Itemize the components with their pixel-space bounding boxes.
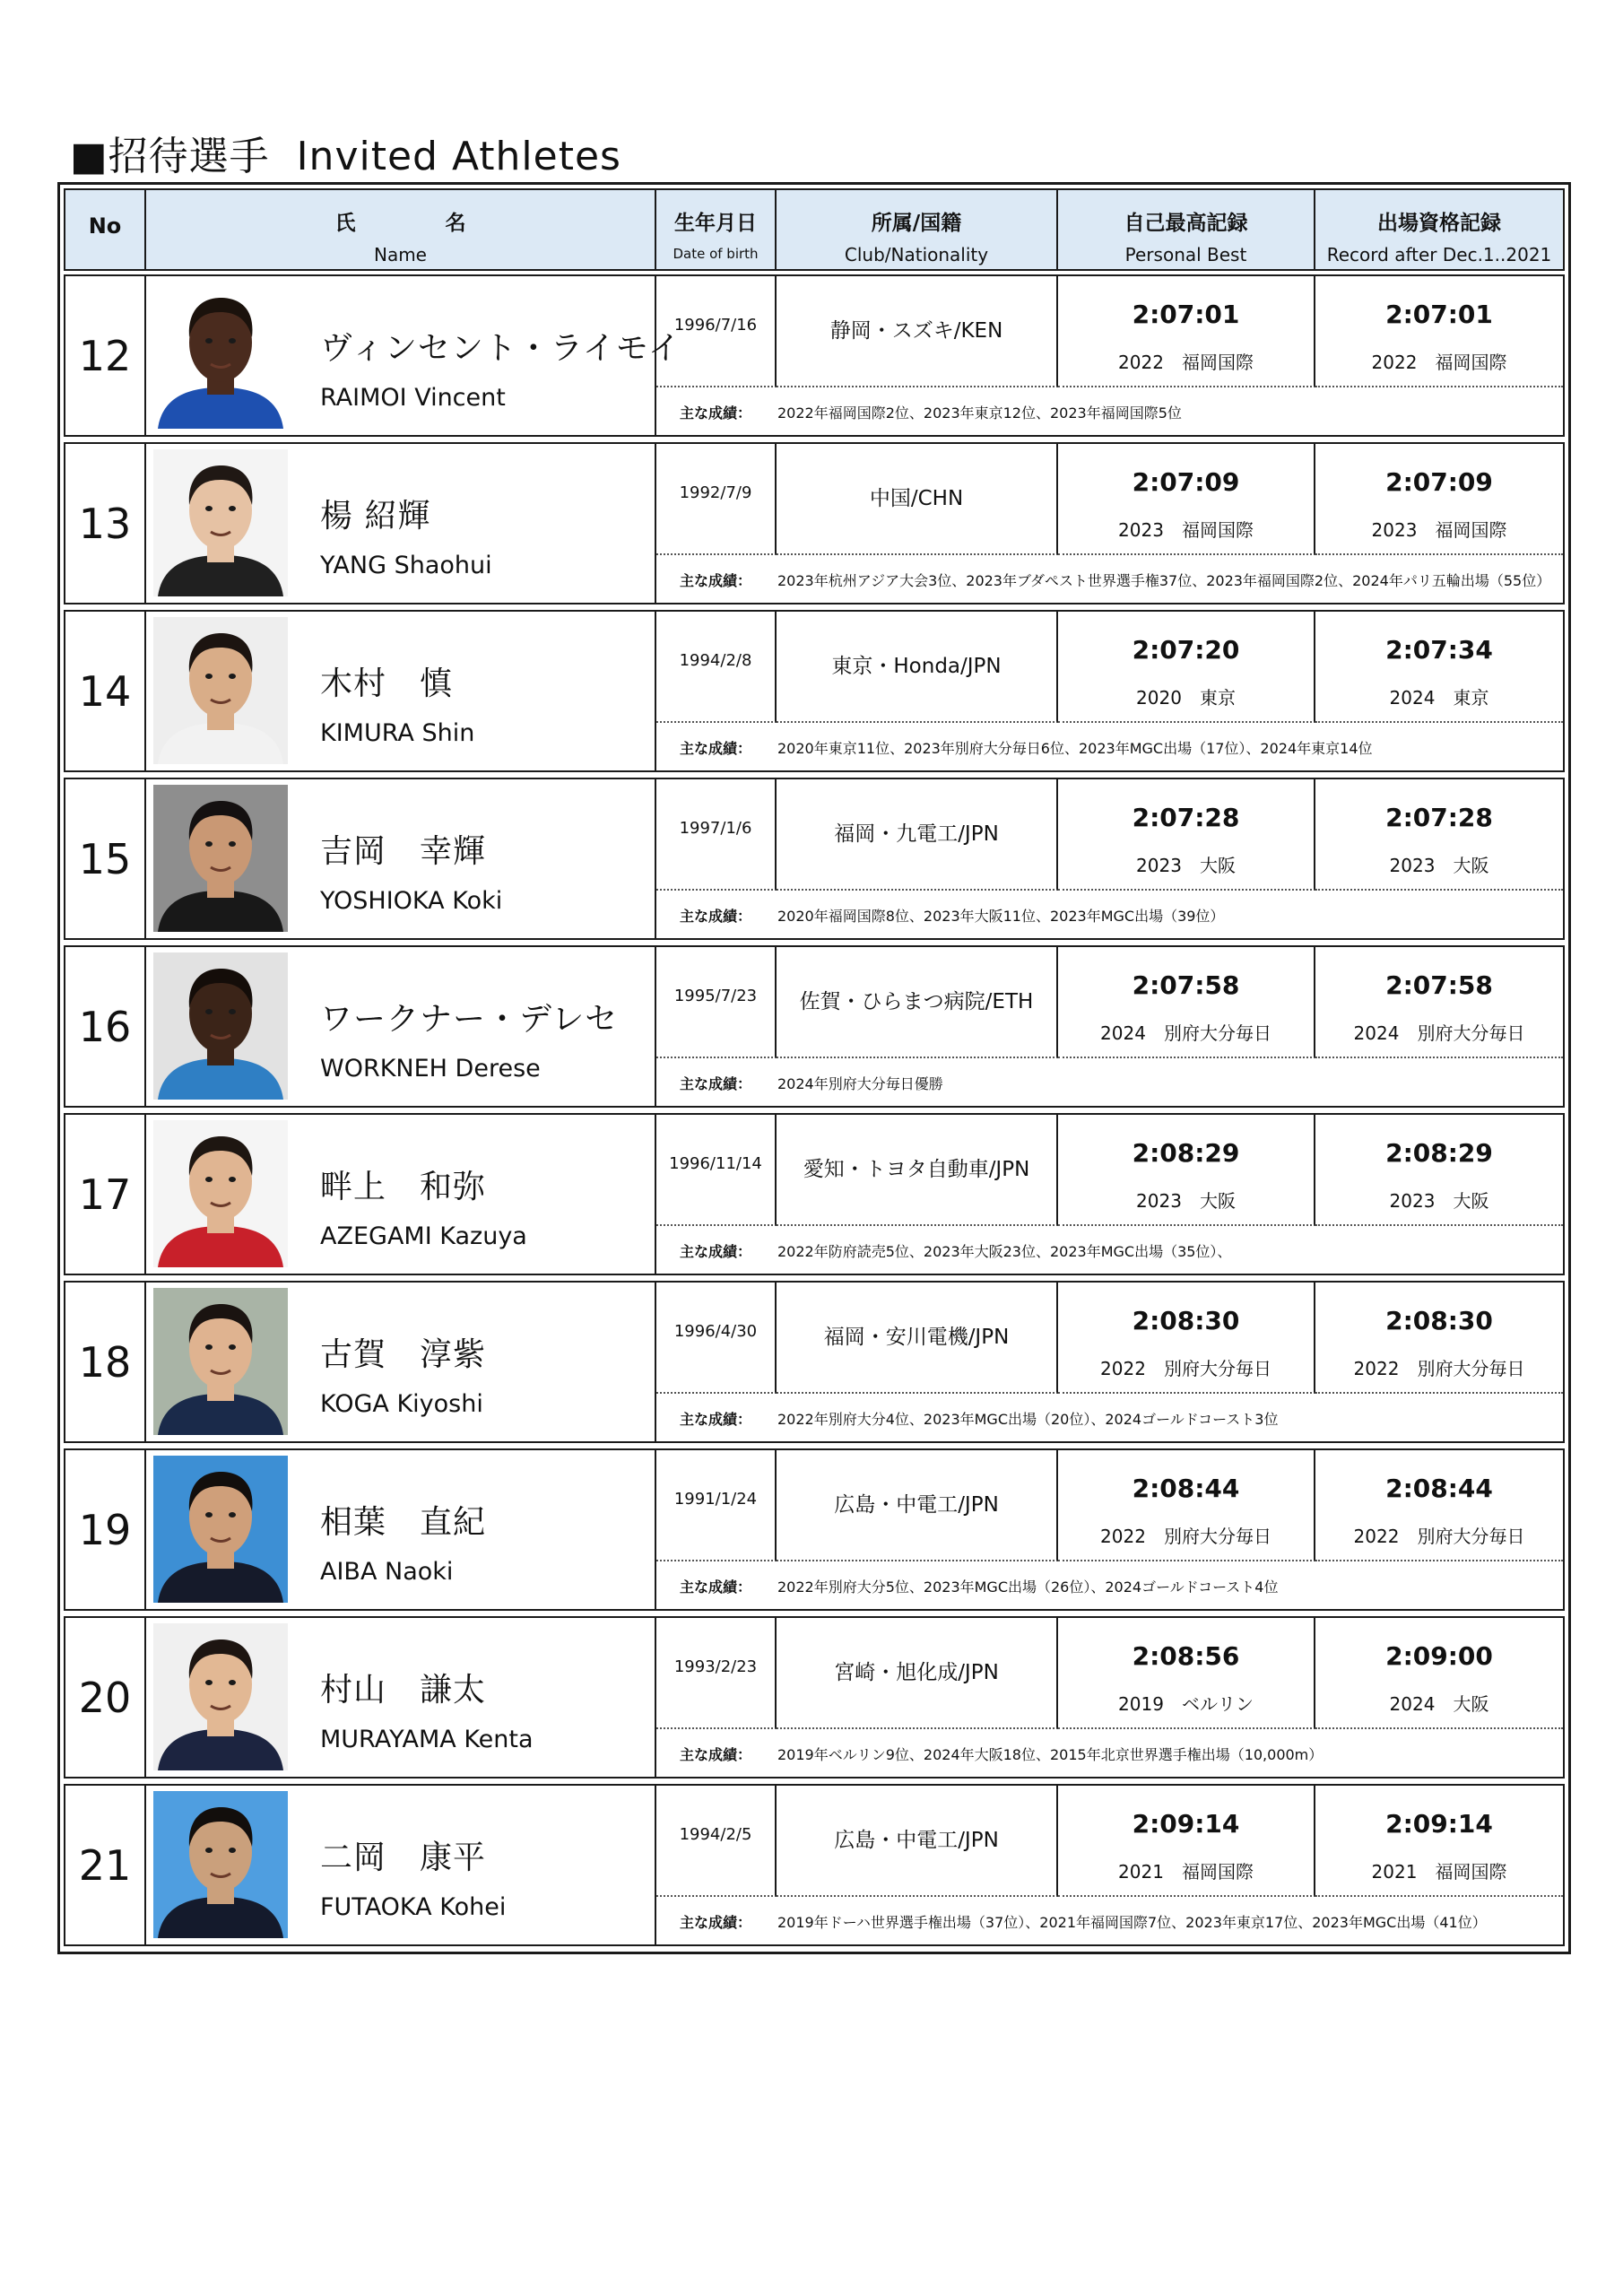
athlete-club: 愛知・トヨタ自動車/JPN [777, 1115, 1058, 1226]
pb-race: 2022 別府大分毎日 [1100, 1526, 1271, 1547]
athlete-name-en: YOSHIOKA Koki [320, 887, 503, 915]
personal-best [1058, 444, 1315, 555]
athlete-photo [153, 1791, 288, 1938]
athlete-number: 14 [65, 612, 146, 770]
athlete-club: 宮崎・旭化成/JPN [777, 1618, 1058, 1729]
athlete-name-jp: 木村 慎 [320, 665, 454, 702]
qual-time: 2:07:09 [1385, 467, 1493, 497]
athlete-name-en: YANG Shaohui [320, 552, 492, 579]
qualifying-record [1315, 1786, 1563, 1897]
athlete-name-cell [146, 1786, 656, 1944]
page-title-en: Invited Athletes [296, 134, 621, 179]
header-name-en: Name [373, 244, 427, 265]
achievements-label: 主な成績： [680, 740, 752, 757]
qual-race: 2024 東京 [1389, 687, 1489, 709]
athlete-photo [153, 617, 288, 764]
athlete-number: 12 [65, 276, 146, 435]
athlete-number: 17 [65, 1115, 146, 1274]
qual-time: 2:08:30 [1385, 1306, 1493, 1335]
header-pb-jp: 自己最高記録 [1124, 212, 1248, 235]
qual-time: 2:07:34 [1385, 635, 1493, 665]
athlete-dob: 1997/1/6 [656, 779, 777, 891]
achievements-label: 主な成績： [680, 404, 752, 422]
header-name-jp [146, 206, 655, 236]
athlete-name-cell [146, 444, 656, 603]
pb-time: 2:08:30 [1132, 1306, 1240, 1335]
pb-race: 2024 別府大分毎日 [1100, 1022, 1271, 1044]
achievements-text: 2020年東京11位、2023年別府大分毎日6位、2023年MGC出場（17位）、2024年東京14位 [777, 740, 1373, 757]
header-dob-jp: 生年月日 [674, 212, 757, 235]
athlete-name-cell [146, 1283, 656, 1441]
header-dob [656, 190, 777, 269]
qual-time: 2:09:14 [1385, 1809, 1493, 1839]
athlete-name-cell [146, 1450, 656, 1609]
achievements-label: 主な成績： [680, 1243, 752, 1260]
header-no [65, 190, 146, 269]
header-qual [1315, 190, 1563, 269]
achievements [656, 555, 1563, 603]
athlete-name-cell [146, 947, 656, 1106]
athlete-row [64, 945, 1565, 1108]
pb-race: 2023 福岡国際 [1118, 519, 1254, 541]
personal-best [1058, 947, 1315, 1058]
athlete-name-jp: 村山 謙太 [320, 1672, 487, 1709]
athlete-row [64, 1616, 1565, 1779]
athlete-photo [153, 1120, 288, 1267]
header-pb [1058, 190, 1315, 269]
athlete-club: 東京・Honda/JPN [777, 612, 1058, 723]
header-name-jp-1: 氏 [334, 212, 356, 235]
athlete-name-en: KOGA Kiyoshi [320, 1390, 483, 1418]
header-qual-en: Record after Dec.1..2021 [1326, 244, 1552, 265]
athlete-row [64, 610, 1565, 772]
qual-time: 2:07:28 [1385, 803, 1493, 832]
athlete-row [64, 1448, 1565, 1611]
header-no-label: No [88, 213, 122, 239]
athlete-dob: 1994/2/8 [656, 612, 777, 723]
pb-time: 2:09:14 [1132, 1809, 1240, 1839]
athlete-name-jp: 吉岡 幸輝 [320, 833, 487, 870]
qual-time: 2:08:44 [1385, 1474, 1493, 1503]
qualifying-record [1315, 1450, 1563, 1561]
athletes-table [57, 182, 1571, 1954]
athlete-dob: 1994/2/5 [656, 1786, 777, 1897]
athlete-number: 20 [65, 1618, 146, 1777]
achievements-label: 主な成績： [680, 1578, 752, 1596]
pb-time: 2:07:01 [1132, 300, 1240, 329]
qualifying-record [1315, 612, 1563, 723]
athlete-name-cell [146, 1115, 656, 1274]
athlete-photo [153, 1456, 288, 1603]
athlete-row [64, 274, 1565, 437]
achievements [656, 387, 1563, 435]
pb-time: 2:07:09 [1132, 467, 1240, 497]
athlete-number: 18 [65, 1283, 146, 1441]
personal-best [1058, 1283, 1315, 1394]
athlete-rows [64, 274, 1565, 1952]
achievements-label: 主な成績： [680, 1914, 752, 1931]
achievements-text: 2024年別府大分毎日優勝 [777, 1075, 943, 1092]
pb-time: 2:07:20 [1132, 635, 1240, 665]
athlete-dob: 1996/4/30 [656, 1283, 777, 1394]
athlete-name-en: RAIMOI Vincent [320, 384, 506, 412]
athlete-dob: 1993/2/23 [656, 1618, 777, 1729]
athlete-name-en: WORKNEH Derese [320, 1055, 541, 1083]
personal-best [1058, 1450, 1315, 1561]
athlete-name-cell [146, 276, 681, 435]
achievements [656, 1058, 1563, 1106]
athlete-photo [153, 785, 288, 932]
qual-race: 2024 別府大分毎日 [1353, 1022, 1525, 1044]
athlete-dob: 1996/11/14 [656, 1115, 777, 1226]
athlete-number: 19 [65, 1450, 146, 1609]
athlete-club: 佐賀・ひらまつ病院/ETH [777, 947, 1058, 1058]
athlete-name-en: MURAYAMA Kenta [320, 1726, 534, 1753]
athlete-name-jp: 古賀 淳紫 [320, 1336, 487, 1373]
page-title-jp: ■招待選手 [70, 134, 270, 179]
pb-time: 2:07:58 [1132, 970, 1240, 1000]
athlete-number: 21 [65, 1786, 146, 1944]
athlete-club: 福岡・安川電機/JPN [777, 1283, 1058, 1394]
athlete-name-jp: ヴィンセント・ライモイ [320, 330, 681, 367]
athlete-club: 中国/CHN [777, 444, 1058, 555]
achievements-label: 主な成績： [680, 1075, 752, 1092]
athlete-photo [153, 1288, 288, 1435]
athlete-row [64, 1113, 1565, 1275]
header-name [146, 190, 656, 269]
qual-race: 2022 別府大分毎日 [1353, 1526, 1525, 1547]
achievements-text: 2023年杭州アジア大会3位、2023年ブダペスト世界選手権37位、2023年福岡国際2位、2024年パリ五輪出場（55位） [777, 572, 1551, 589]
athlete-club: 広島・中電工/JPN [777, 1450, 1058, 1561]
athlete-dob: 1991/1/24 [656, 1450, 777, 1561]
athlete-number: 16 [65, 947, 146, 1106]
pb-race: 2023 大阪 [1136, 855, 1236, 876]
header-pb-en: Personal Best [1124, 244, 1247, 265]
achievements-text: 2019年ドーハ世界選手権出場（37位）、2021年福岡国際7位、2023年東京17位、2023年MGC出場（41位） [777, 1914, 1487, 1931]
pb-race: 2023 大阪 [1136, 1190, 1236, 1212]
athlete-club: 福岡・九電工/JPN [777, 779, 1058, 891]
qual-time: 2:07:58 [1385, 970, 1493, 1000]
athlete-photo [153, 449, 288, 596]
header-dob-en: Date of birth [673, 246, 759, 262]
header-qual-jp: 出場資格記録 [1377, 212, 1501, 235]
qual-race: 2024 大阪 [1389, 1693, 1489, 1715]
pb-race: 2019 ベルリン [1118, 1693, 1254, 1715]
athlete-name-jp: 二岡 康平 [320, 1839, 487, 1876]
achievements-text: 2020年福岡国際8位、2023年大阪11位、2023年MGC出場（39位） [777, 908, 1225, 925]
achievements-label: 主な成績： [680, 908, 752, 925]
athlete-name-cell [146, 779, 656, 938]
achievements [656, 1561, 1563, 1609]
athlete-dob: 1996/7/16 [656, 276, 777, 387]
achievements-label: 主な成績： [680, 1411, 752, 1428]
achievements-label: 主な成績： [680, 572, 752, 589]
athlete-number: 15 [65, 779, 146, 938]
athlete-name-en: KIMURA Shin [320, 719, 475, 747]
qual-time: 2:08:29 [1385, 1138, 1493, 1168]
pb-race: 2022 別府大分毎日 [1100, 1358, 1271, 1379]
qualifying-record [1315, 1618, 1563, 1729]
athlete-dob: 1995/7/23 [656, 947, 777, 1058]
athlete-name-cell [146, 1618, 656, 1777]
athlete-name-jp: ワークナー・デレセ [320, 1001, 619, 1038]
achievements-label: 主な成績： [680, 1746, 752, 1763]
header-name-jp-2: 名 [445, 212, 466, 235]
athlete-name-en: AZEGAMI Kazuya [320, 1222, 527, 1250]
qualifying-record [1315, 276, 1563, 387]
athlete-name-en: FUTAOKA Kohei [320, 1893, 507, 1921]
pb-race: 2021 福岡国際 [1118, 1861, 1254, 1883]
athlete-name-jp: 相葉 直紀 [320, 1504, 487, 1541]
pb-time: 2:08:44 [1132, 1474, 1240, 1503]
qualifying-record [1315, 947, 1563, 1058]
athlete-row [64, 1281, 1565, 1443]
achievements-text: 2022年別府大分5位、2023年MGC出場（26位）、2024ゴールドコースト4位 [777, 1578, 1279, 1596]
athlete-name-en: AIBA Naoki [320, 1558, 454, 1586]
qual-race: 2023 大阪 [1389, 1190, 1489, 1212]
athlete-number: 13 [65, 444, 146, 603]
page-title [70, 124, 621, 181]
qual-time: 2:09:00 [1385, 1641, 1493, 1671]
achievements [656, 723, 1563, 770]
header-club-en: Club/Nationality [844, 244, 989, 265]
qual-race: 2023 大阪 [1389, 855, 1489, 876]
header-club-jp: 所属/国籍 [871, 212, 962, 235]
personal-best [1058, 1618, 1315, 1729]
achievements-text: 2022年福岡国際2位、2023年東京12位、2023年福岡国際5位 [777, 404, 1182, 422]
athlete-name-jp: 畔上 和弥 [320, 1169, 487, 1205]
pb-race: 2020 東京 [1136, 687, 1236, 709]
achievements [656, 891, 1563, 938]
personal-best [1058, 276, 1315, 387]
achievements-text: 2019年ベルリン9位、2024年大阪18位、2015年北京世界選手権出場（10,000m） [777, 1746, 1324, 1763]
pb-race: 2022 福岡国際 [1118, 352, 1254, 373]
personal-best [1058, 1115, 1315, 1226]
athlete-photo [153, 1623, 288, 1770]
qualifying-record [1315, 1283, 1563, 1394]
qual-race: 2021 福岡国際 [1371, 1861, 1507, 1883]
athlete-row [64, 442, 1565, 604]
athlete-club: 静岡・スズキ/KEN [777, 276, 1058, 387]
qualifying-record [1315, 779, 1563, 891]
table-header [64, 188, 1565, 271]
qualifying-record [1315, 444, 1563, 555]
qual-race: 2022 福岡国際 [1371, 352, 1507, 373]
qualifying-record [1315, 1115, 1563, 1226]
pb-time: 2:07:28 [1132, 803, 1240, 832]
athlete-club: 広島・中電工/JPN [777, 1786, 1058, 1897]
achievements [656, 1897, 1563, 1944]
athlete-name-cell [146, 612, 656, 770]
qual-time: 2:07:01 [1385, 300, 1493, 329]
athlete-dob: 1992/7/9 [656, 444, 777, 555]
achievements [656, 1729, 1563, 1777]
header-club [777, 190, 1058, 269]
pb-time: 2:08:29 [1132, 1138, 1240, 1168]
qual-race: 2022 別府大分毎日 [1353, 1358, 1525, 1379]
pb-time: 2:08:56 [1132, 1641, 1240, 1671]
athlete-name-jp: 楊 紹輝 [320, 498, 431, 535]
athlete-row [64, 778, 1565, 940]
athlete-row [64, 1784, 1565, 1946]
personal-best [1058, 612, 1315, 723]
personal-best [1058, 1786, 1315, 1897]
achievements [656, 1226, 1563, 1274]
achievements-text: 2022年別府大分4位、2023年MGC出場（20位）、2024ゴールドコースト3位 [777, 1411, 1279, 1428]
athlete-photo [153, 952, 288, 1100]
achievements [656, 1394, 1563, 1441]
qual-race: 2023 福岡国際 [1371, 519, 1507, 541]
achievements-text: 2022年防府読売5位、2023年大阪23位、2023年MGC出場（35位）、 [777, 1243, 1232, 1260]
athlete-photo [153, 282, 288, 429]
personal-best [1058, 779, 1315, 891]
